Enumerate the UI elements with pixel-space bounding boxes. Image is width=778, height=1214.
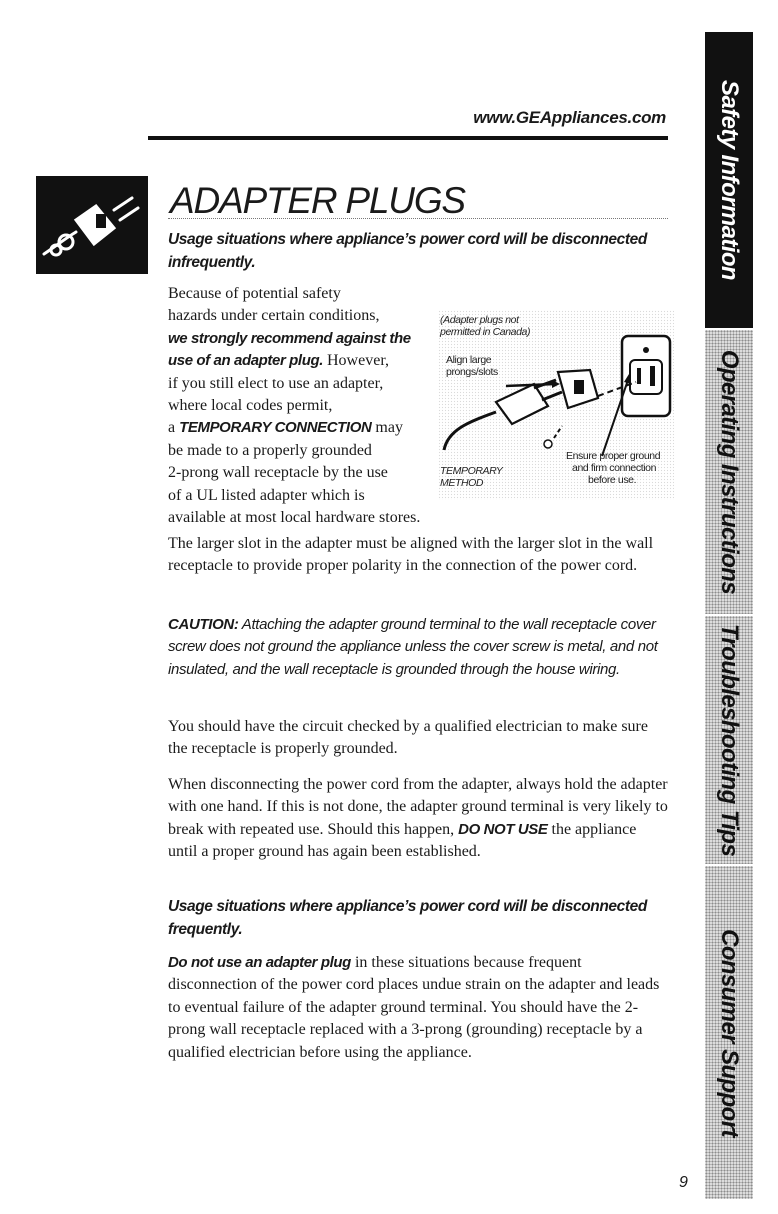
tab-label: Troubleshooting Tips (716, 623, 743, 857)
caution-paragraph (168, 614, 668, 681)
temporary-connection-emphasis: TEMPORARY CONNECTION (179, 419, 372, 437)
ground-label: and firm connection (572, 462, 657, 474)
canada-note: permitted in Canada) (440, 326, 531, 338)
canada-note: (Adapter plugs not (440, 314, 519, 326)
intro-line: where local codes permit, (168, 397, 333, 415)
align-label: prongs/slots (446, 366, 498, 378)
tab-label: Operating Instructions (716, 349, 743, 595)
intro-line: 2-prong wall receptacle by the use (168, 464, 388, 482)
intro-line: available at most local hardware stores. (168, 509, 421, 527)
intro-text: may (371, 419, 403, 437)
no-adapter-emphasis: Do not use an adapter plug (168, 954, 351, 971)
section-title: ADAPTER PLUGS (170, 180, 465, 221)
subhead-infrequent: Usage situations where appliance’s power cord will be disconnected infrequently. (168, 231, 647, 271)
subhead-frequent: Usage situations where appliance’s power cord will be disconnected frequently. (168, 898, 647, 938)
method-label: TEMPORARY (440, 465, 503, 477)
do-not-use-emphasis: DO NOT USE (458, 820, 548, 838)
intro-line: if you still elect to use an adapter, (168, 374, 384, 392)
disconnect-paragraph (168, 774, 668, 864)
method-label: METHOD (440, 477, 484, 489)
tab-safety-information[interactable] (705, 32, 753, 328)
intro-paragraph (168, 283, 458, 529)
tab-consumer-support[interactable] (705, 866, 753, 1199)
intro-text: However, (323, 352, 389, 370)
intro-line-emphasis: we strongly recommend against the (168, 329, 411, 347)
electrician-paragraph: You should have the circuit checked by a qualified electrician to make sure the receptacle is properly grounded. (168, 718, 648, 758)
title-divider (168, 218, 668, 219)
intro-line (168, 417, 458, 439)
tab-troubleshooting-tips[interactable] (705, 616, 753, 864)
intro-line: of a UL listed adapter which is (168, 486, 365, 504)
disconnect-text: When disconnecting the power cord from the adapter, always hold the adapter with one hand. If this is not done, the adapter ground terminal is very likely to break with repeated use. Should this happen, (168, 776, 668, 838)
frequent-text: in these situations because frequent disconnection of the power cord places undue strain on the adapter and leads to eventual failure of the adapter ground terminal. You should have the 2-prong wall receptacle replaced with a 3-prong (grounding) receptacle by a qualified electrician before using the appliance. (168, 954, 660, 1061)
intro-emphasis: use of an adapter plug. (168, 352, 323, 370)
page-number: 9 (679, 1174, 688, 1191)
header-rule (148, 136, 668, 140)
site-url[interactable]: www.GEAppliances.com (473, 108, 666, 127)
intro-line: Because of potential safety (168, 285, 341, 302)
caution-lead: CAUTION: (168, 616, 239, 633)
frequent-paragraph (168, 952, 668, 1064)
intro-line (168, 350, 458, 372)
ground-label: Ensure proper ground (566, 450, 661, 462)
disconnect-text: the appliance until a proper ground has again been established. (168, 820, 637, 861)
tab-label: Safety Information (716, 80, 743, 280)
tab-operating-instructions[interactable] (705, 330, 753, 614)
caution-text: Attaching the adapter ground terminal to the wall receptacle cover screw does not ground the appliance unless the cover screw is metal, and not insulated, and the wall receptacle is grounded through the house wiring. (168, 616, 658, 678)
intro-text: a (168, 419, 180, 437)
tab-label: Consumer Support (716, 928, 743, 1137)
plug-icon (36, 176, 148, 274)
adapter-figure (438, 310, 674, 500)
align-label: Align large (446, 354, 492, 366)
slot-paragraph: The larger slot in the adapter must be aligned with the larger slot in the wall receptacle to provide proper polarity in the connection of the power cord. (168, 535, 654, 575)
intro-line: hazards under certain conditions, (168, 307, 380, 325)
ground-label: before use. (588, 474, 637, 486)
intro-line: be made to a properly grounded (168, 441, 372, 459)
